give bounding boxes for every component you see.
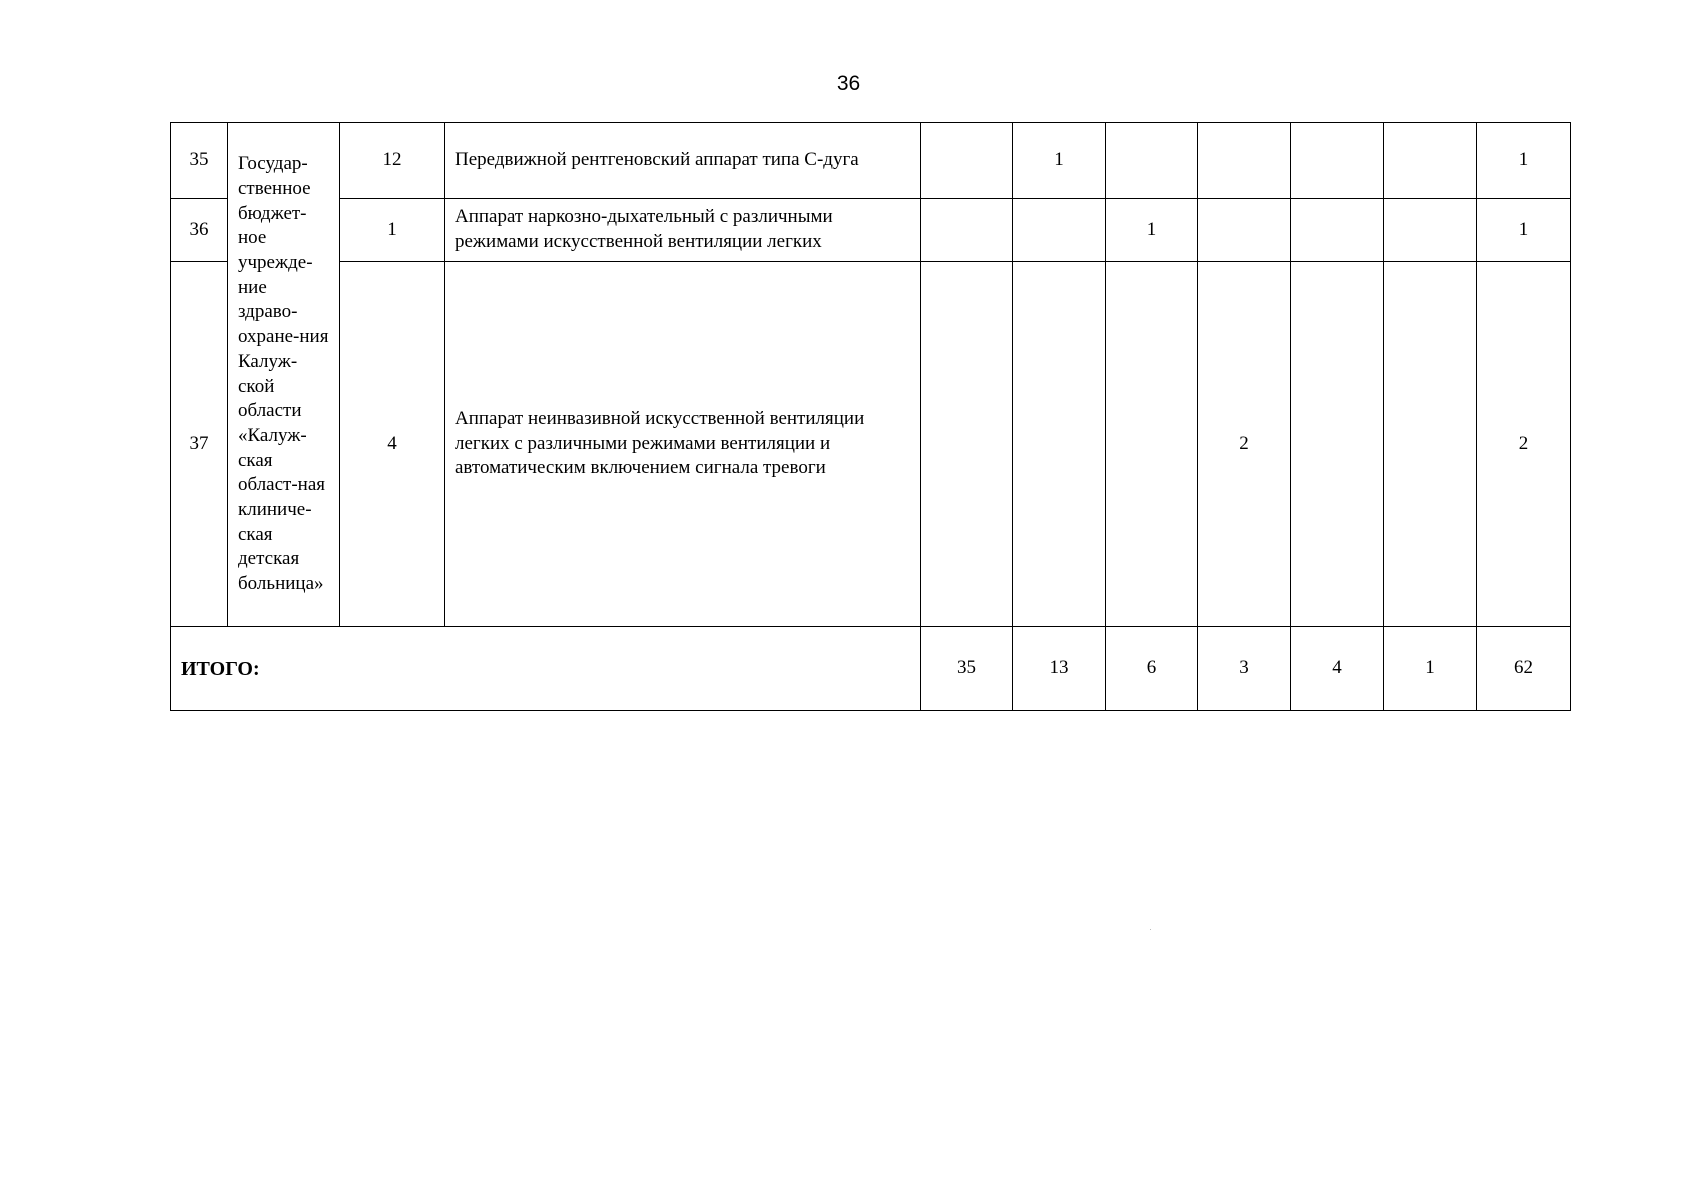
- total-value: 3: [1198, 627, 1291, 711]
- row-value: [1291, 199, 1384, 262]
- total-row: [171, 627, 1571, 711]
- total-value: 6: [1106, 627, 1198, 711]
- grand-total: 62: [1477, 627, 1571, 711]
- row-value: 1: [1106, 199, 1198, 262]
- total-value: 35: [921, 627, 1013, 711]
- total-value: 1: [1384, 627, 1477, 711]
- row-value: [1384, 262, 1477, 627]
- row-description: Аппарат неинвазивной искусственной вентиляции легких с различными режимами вентиляции и автоматическим включением сигнала тревоги: [445, 262, 921, 627]
- row-quantity: 1: [340, 199, 445, 262]
- row-value: [1198, 199, 1291, 262]
- row-value: [1198, 123, 1291, 199]
- row-value: [1384, 123, 1477, 199]
- row-value: [1106, 262, 1198, 627]
- total-label: ИТОГО:: [171, 627, 921, 711]
- total-value: 4: [1291, 627, 1384, 711]
- row-quantity: 4: [340, 262, 445, 627]
- total-value: 13: [1013, 627, 1106, 711]
- row-number: 36: [171, 199, 228, 262]
- row-value: [1013, 199, 1106, 262]
- row-value: 1: [1013, 123, 1106, 199]
- row-value: [921, 262, 1013, 627]
- row-total: 1: [1477, 123, 1571, 199]
- row-value: [1291, 123, 1384, 199]
- row-value: [921, 199, 1013, 262]
- row-description: Передвижной рентгеновский аппарат типа С-дуга: [445, 123, 921, 199]
- organization-name: Государ-ственное бюджет-ное учрежде-ние здраво-охране-ния Калуж-ской области «Калуж-ская област-ная клиниче-ская детская больница»: [228, 123, 340, 627]
- table-row: [171, 123, 1571, 199]
- page-number: 36: [836, 72, 861, 95]
- row-total: 1: [1477, 199, 1571, 262]
- table-row: [171, 262, 1571, 627]
- table-row: [171, 199, 1571, 262]
- row-value: [921, 123, 1013, 199]
- row-number: 35: [171, 123, 228, 199]
- equipment-table: [170, 122, 1571, 711]
- row-total: 2: [1477, 262, 1571, 627]
- row-value: [1106, 123, 1198, 199]
- row-value: [1384, 199, 1477, 262]
- row-description: Аппарат наркозно-дыхательный с различными режимами искусственной вентиляции легких: [445, 199, 921, 262]
- scan-speck: [1150, 929, 1151, 930]
- row-quantity: 12: [340, 123, 445, 199]
- row-value: [1013, 262, 1106, 627]
- row-value: [1291, 262, 1384, 627]
- row-number: 37: [171, 262, 228, 627]
- row-value: 2: [1198, 262, 1291, 627]
